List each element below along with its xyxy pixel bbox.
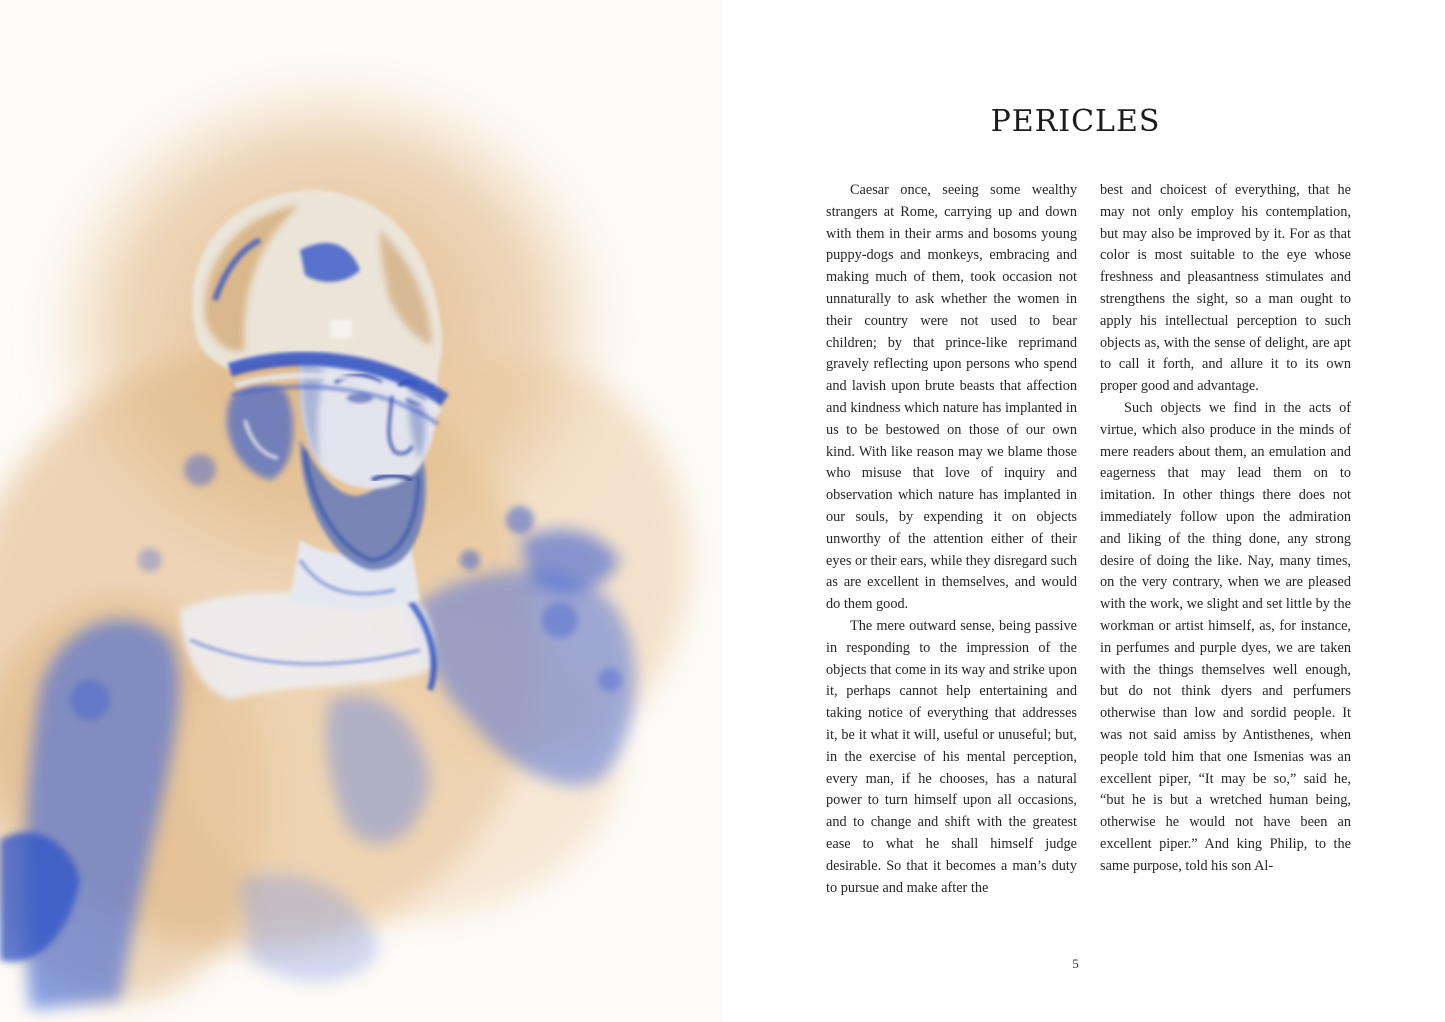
watercolor-bust-of-pericles-icon [0, 0, 722, 1022]
text-column-left [826, 180, 1077, 899]
chapter-title: PERICLES [990, 104, 1161, 139]
text-column-right [1100, 180, 1351, 878]
page-number: 5 [1072, 956, 1079, 971]
paragraph: best and choicest of everything, that he may not only employ his contemplation, but may also be improved by it. For as that color is most suitable to the eye whose freshness and pleasantness stimulates and strengthens the sight, so a man ought to apply his intellectual perception to such objects as, with the sense of delight, are apt to call it forth, and allure it to its own proper good and advantage. [1100, 182, 1351, 395]
text-page [722, 0, 1445, 1022]
paragraph: The mere outward sense, being passive in responding to the impression of the objects that come in its way and strike upon it, perhaps cannot help entertaining and taking notice of everything that addresses it, be it what it will, useful or unuseful; but, in the exercise of his mental perception, every man, if he chooses, has a natural power to turn himself upon all occasions, and to change and shift with the greatest ease to what he shall himself judge desirable. So that it becomes a man’s duty to pursue and make after the [826, 617, 1077, 896]
paragraph: Such objects we find in the acts of virtue, which also produce in the minds of mere readers about them, an emulation and eagerness that may lead them on to imitation. In other things there does not immediately follow upon the admiration and liking of the thing done, any strong desire of doing the like. Nay, many times, on the very contrary, when we are pleased with the work, we slight and set little by the workman or artist himself, as, for instance, in perfumes and purple dyes, we are taken with the things themselves well enough, but do not think dyers and perfumers otherwise than low and sordid people. It was not said amiss by Antisthenes, when people told him that one Ismenias was an excellent piper, “It may be so,” said he, “but he is but a wretched human being, otherwise he would not have been an excellent piper.” And king Philip, to the same purpose, told his son Al- [1100, 399, 1351, 874]
illustration-page [0, 0, 722, 1022]
paragraph: Caesar once, seeing some wealthy strangers at Rome, carrying up and down with them in their arms and bosoms young puppy-dogs and monkeys, embracing and making much of them, took occasion not unnaturally to ask whether the women in their country were not used to bear children; by that prince-like reprimand gravely reflecting upon persons who spend and lavish upon brute beasts that affection and kindness which nature has implanted in us to be bestowed on those of our own kind. With like reason may we blame those who misuse that love of inquiry and observation which nature has implanted in our souls, by expending it on objects unworthy of the attention either of their eyes or their ears, while they disregard such as are excellent in themselves, and would do them good. [826, 182, 1077, 613]
